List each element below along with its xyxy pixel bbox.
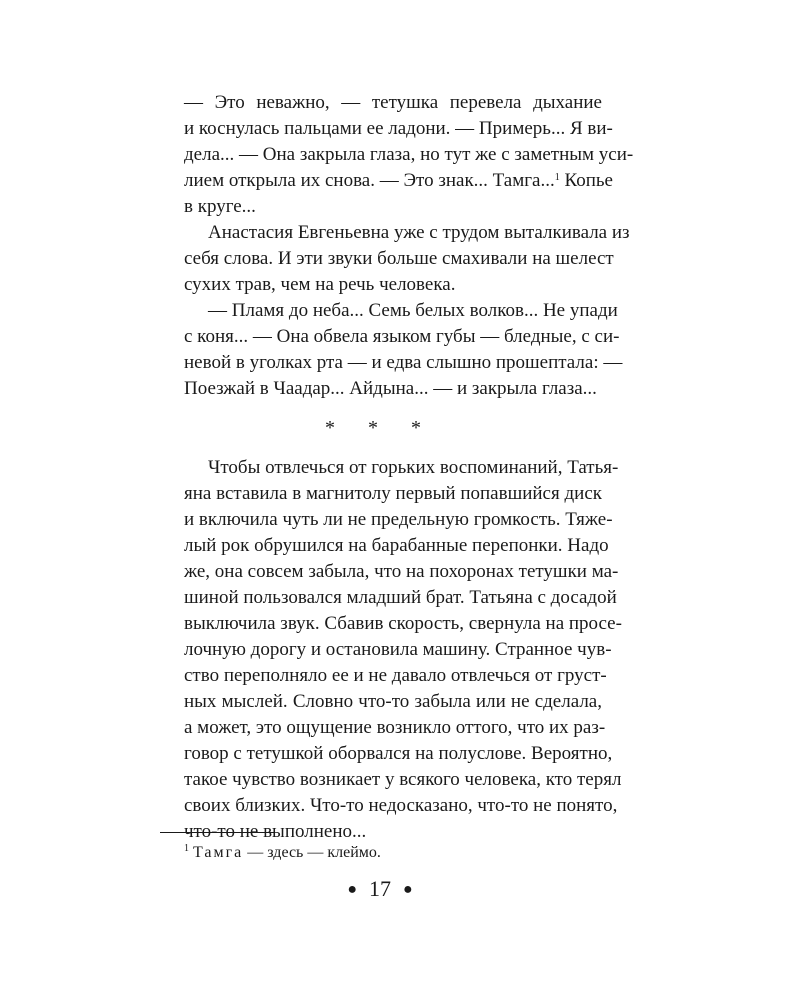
footnote-divider <box>160 832 274 833</box>
text-line: — Пламя до неба... Семь белых волков... Не упади <box>208 300 618 321</box>
text-line: себя слова. И эти звуки больше смахивали на шелест <box>184 248 614 269</box>
bullet-icon: ● <box>403 881 413 898</box>
text-line: своих близких. Что-то недосказано, что-то не понято, <box>184 795 618 816</box>
text-line: Чтобы отвлечься от горьких воспоминаний, Татья- <box>208 457 619 478</box>
text-line: — Это неважно, — тетушка перевела дыхание <box>184 92 602 113</box>
text-segment: Копье <box>564 170 613 191</box>
text-line: лый рок обрушился на барабанные перепонки. Надо <box>184 535 609 556</box>
text-line: что-то не выполнено... <box>184 821 367 842</box>
text-segment: лием открыла их снова. — Это знак... Тамга... <box>184 170 555 191</box>
paragraph <box>160 220 630 298</box>
text-line: шиной пользовался младший брат. Татьяна с досадой <box>184 587 617 608</box>
text-line: ство переполняло ее и не давало отвлечься от груст- <box>184 665 607 686</box>
text-line: лочную дорогу и остановила машину. Странное чув- <box>184 639 612 660</box>
text-block-top <box>160 90 634 402</box>
footnote <box>184 842 381 864</box>
footnote-text: — здесь — клеймо. <box>243 844 381 861</box>
text-line: с коня... — Она обвела языком губы — бледные, с си- <box>184 326 620 347</box>
footnote-number: 1 <box>184 843 189 854</box>
text-line-with-footnote <box>160 168 613 194</box>
page-number: 17 <box>369 876 391 901</box>
page-number-footer <box>0 876 760 902</box>
text-block-bottom <box>160 455 622 845</box>
section-separator: * * * <box>325 417 435 439</box>
text-line: сухих трав, чем на речь человека. <box>184 274 456 295</box>
text-line: Поезжай в Чаадар... Айдына... — и закрыла глаза... <box>184 378 597 399</box>
paragraph <box>160 90 634 220</box>
text-line: же, она совсем забыла, что на похоронах тетушки ма- <box>184 561 619 582</box>
bullet-icon: ● <box>347 881 357 898</box>
text-line: и коснулась пальцами ее ладони. — Примерь... Я ви- <box>184 118 613 139</box>
text-line: и включила чуть ли не предельную громкость. Тяже- <box>184 509 613 530</box>
text-line: в круге... <box>184 196 256 217</box>
text-line: ных мыслей. Словно что-то забыла или не сделала, <box>184 691 602 712</box>
paragraph <box>160 455 622 845</box>
paragraph <box>160 298 623 402</box>
text-line: яна вставила в магнитолу первый попавшийся диск <box>184 483 602 504</box>
text-line: такое чувство возникает у всякого человека, кто терял <box>184 769 622 790</box>
text-line: Анастасия Евгеньевна уже с трудом выталкивала из <box>208 222 630 243</box>
text-line: невой в уголках рта — и едва слышно прошептала: — <box>184 352 623 373</box>
text-line: а может, это ощущение возникло оттого, что их раз- <box>184 717 606 738</box>
text-line: выключила звук. Сбавив скорость, свернула на просе- <box>184 613 622 634</box>
footnote-reference: 1 <box>554 172 560 183</box>
footnote-term: Тамга <box>193 844 244 861</box>
text-line: говор с тетушкой оборвался на полуслове. Вероятно, <box>184 743 613 764</box>
text-line: дела... — Она закрыла глаза, но тут же с заметным уси- <box>184 144 634 165</box>
